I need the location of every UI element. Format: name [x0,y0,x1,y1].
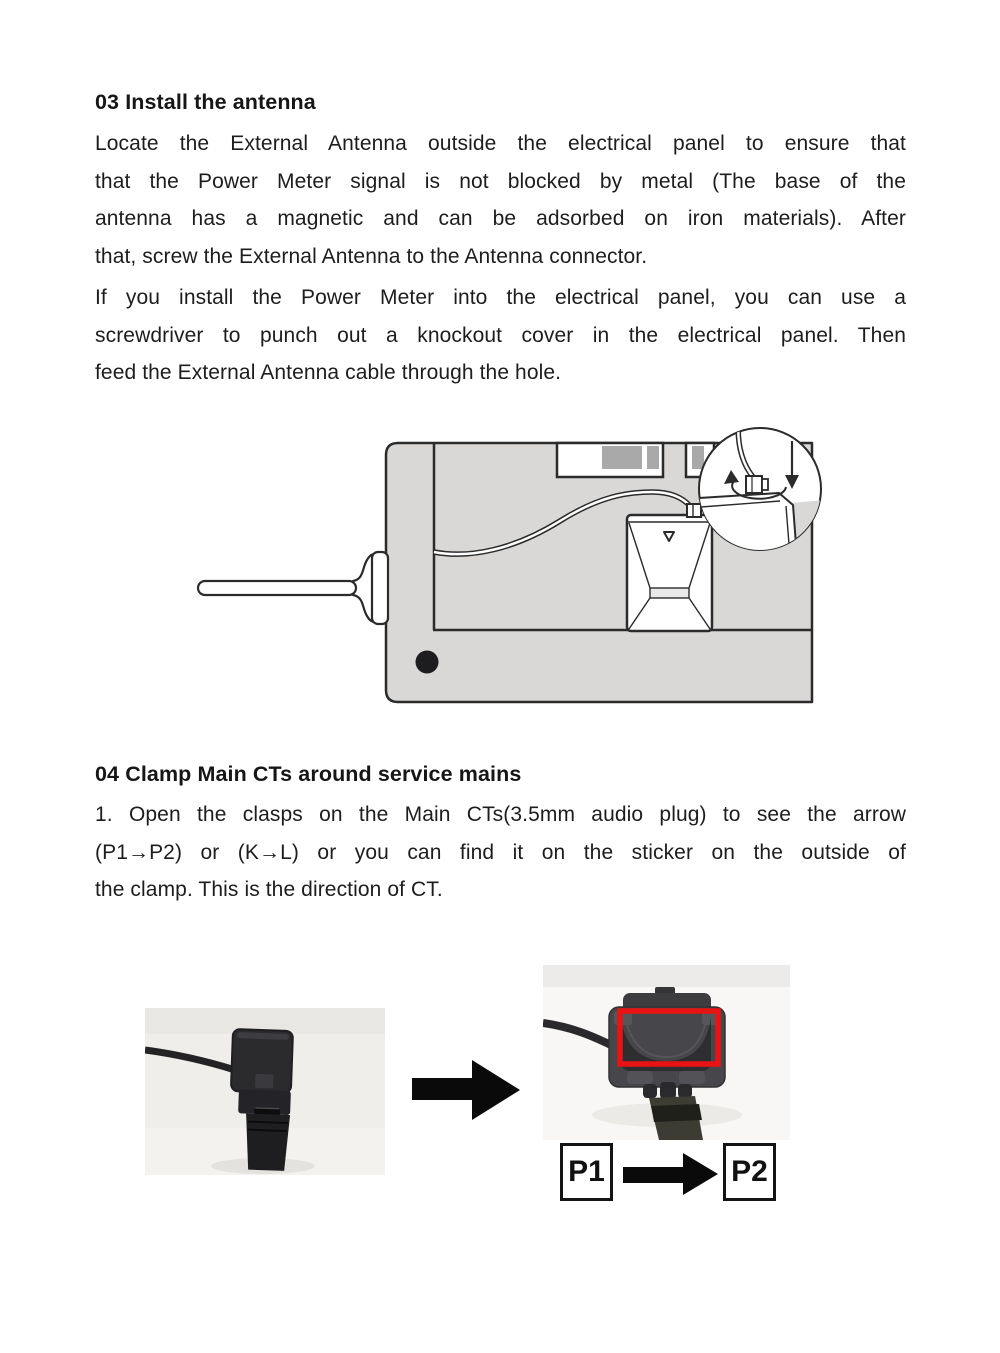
section-03-heading: 03 Install the antenna [95,90,316,114]
paragraph-line: that, screw the External Antenna to the Antenna connector. [95,244,648,268]
knockout-hole [416,651,439,674]
antenna-install-illustration [180,420,835,712]
antenna-connector-nut [746,476,762,493]
paragraph-line: that the Power Meter signal is not blocked by metal (The base of the [95,169,906,193]
p1-to-p2-arrow-icon [618,1149,722,1201]
paragraph-line: antenna has a magnetic and can be adsorbed on iron materials). After [95,207,906,231]
power-meter [627,504,712,631]
paragraph-line: Locate the External Antenna outside the electrical panel to ensure that [95,132,906,155]
paragraph-line: feed the External Antenna cable through the hole. [95,361,562,385]
section-04-paragraph-1 [95,796,906,909]
paragraph-line: 1. Open the clasps on the Main CTs(3.5mm audio plug) to see the arrow [95,803,906,826]
section-04-heading: 04 Clamp Main CTs around service mains [95,762,522,786]
step-arrow-icon [406,1058,524,1122]
antenna-connector-port [687,504,701,517]
paragraph-line: the clamp. This is the direction of CT. [95,878,443,902]
section-03-paragraph-2 [95,279,906,392]
ct-clamp-open-photo [543,965,790,1140]
paragraph-line: (P1→P2) or (K→L) or you can find it on the sticker on the outside of [95,840,906,864]
section-03-paragraph-1 [95,125,906,275]
p2-label: P2 [723,1143,776,1201]
breaker-cutouts [557,443,714,477]
p1-label: P1 [560,1143,613,1201]
paragraph-line: If you install the Power Meter into the electrical panel, you can use a [95,286,906,309]
screwdriver-icon [198,552,388,624]
ct-clamp-closed-photo [145,1008,385,1175]
paragraph-line: screwdriver to punch out a knockout cover in the electrical panel. Then [95,323,906,347]
